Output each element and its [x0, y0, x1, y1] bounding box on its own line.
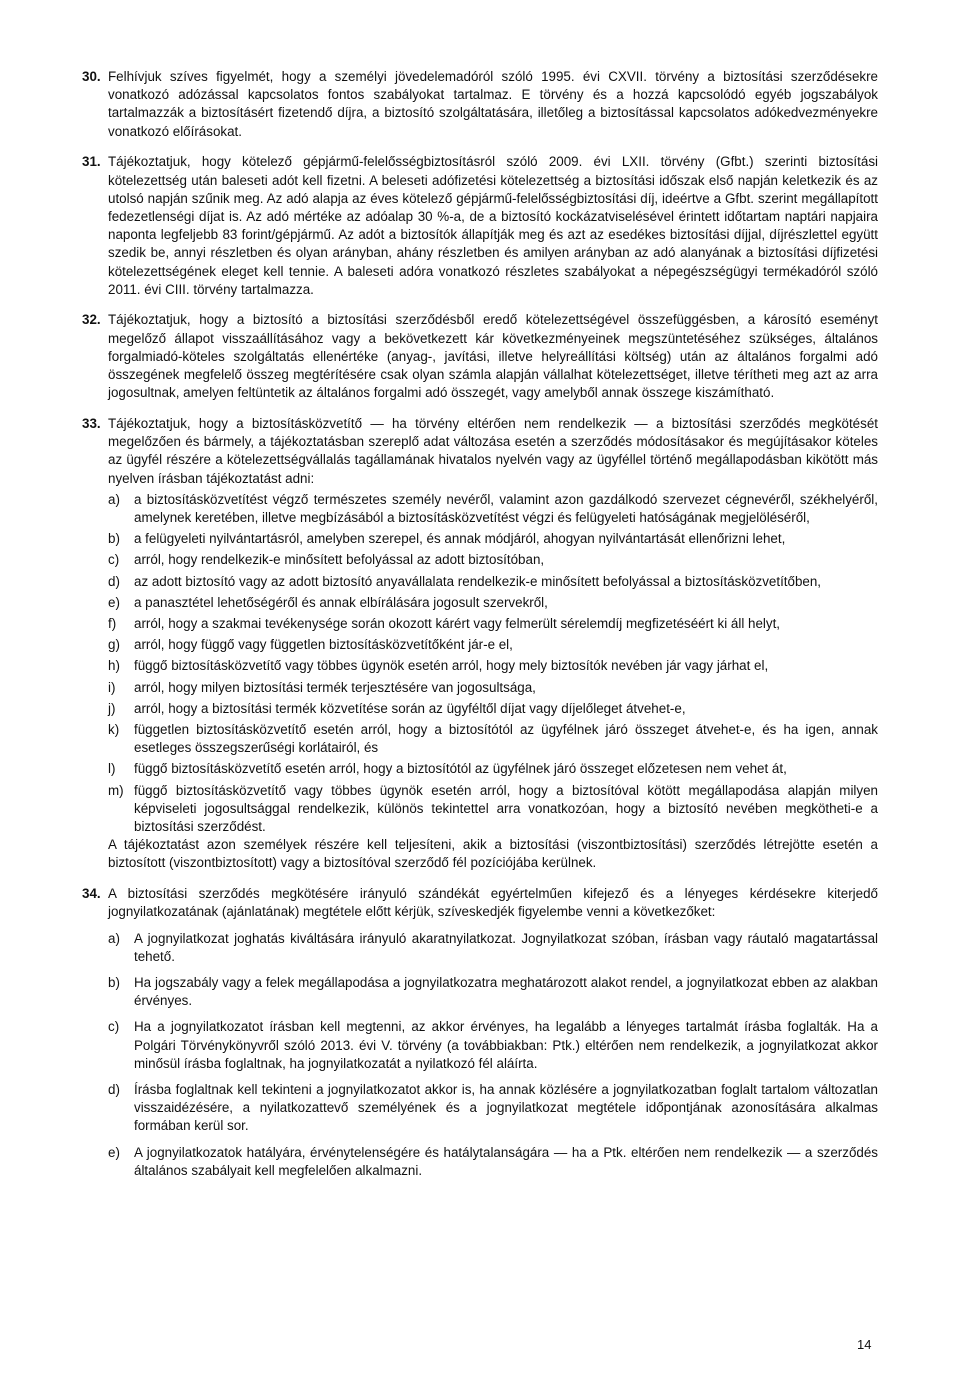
- list-text: független biztosításközvetítő esetén arról, hogy a biztosítótól az ügyfélnek járó összeget átvehet-e, és ha igen, annak esetleges összegszerűségi korlátairól, és: [134, 722, 878, 756]
- clause-34: [82, 885, 878, 1180]
- clause-text: Tájékoztatjuk, hogy kötelező gépjármű-felelősségbiztosításról szóló 2009. évi LXII. törvény (Gfbt.) szerinti biztosítási kötelezettség után baleseti adót kell fizetni. A beleseti adófizetési kötelezettség a biztosítási időszak első napján keletkezik és az utolsó napján szűnik meg. Az adó alapja az éves kötelező gépjármű-felelősségbiztosítási díj, ideértve a Gfbt. szerint megállapított fedezetlenségi díjat is. Az adó mértéke az adóalap 30 %-a, de a biztosító kockázatviselésével érintett időtartam naptári napjaira naponta legfeljebb 83 forint/gépjármű. Az adót a biztosítók állapítják meg és azt az esedékes biztosítási díjjal, díjrészlettel együtt szedik be, annyi részletben és olyan arányban, ahány részletben és amilyen arányban az adó alanyának a biztosítási díjfizetési kötelezettségének eleget kell tennie. A baleseti adóra vonatkozó részletes szabályokat a népegészségügyi termékadóról szóló 2011. évi CIII. törvény tartalmazza.: [108, 154, 878, 297]
- clause-32: [82, 311, 878, 402]
- list-text: A jognyilatkozatok hatályára, érvénytelenségére és hatálytalanságára — ha a Ptk. eltérően nem rendelkezik — a szerződés általános szabályait kell megfelelően alkalmazni.: [134, 1144, 878, 1178]
- list-item: [108, 974, 878, 1010]
- clause-text: Tájékoztatjuk, hogy a biztosító a biztosítási szerződésből eredő kötelezettségével összefüggésben, a károsító eseményt megelőző állapot visszaállításához vagy a bekövetkezett kár következményeinek megszüntetéséhez szükséges, általános forgalmiadó-köteles szolgáltatás ellenértéke (anyag-, javítási, illetve helyreállítási költség) után az általános forgalmi adó összegének megfelelő összeg megtérítésére csak olyan számla alapján vállalhat kötelezettséget, illetve térítheti meg azt az arra jogosultnak, amelyen feltüntetik az általános forgalmi adó összegét, vagy amelyből annak összege kiszámítható.: [108, 312, 878, 401]
- list-item: [108, 657, 878, 675]
- list-label: j): [108, 700, 116, 716]
- list-label: g): [108, 637, 120, 653]
- list-text: a felügyeleti nyilvántartásról, amelyben szerepel, és annak módjáról, ahogyan nyilvántartását ellenőrizni lehet,: [134, 531, 786, 547]
- list-text: a panasztétel lehetőségéről és annak elbírálására jogosult szervekről,: [134, 594, 548, 610]
- list-label: l): [108, 761, 116, 777]
- list-text: Ha jogszabály vagy a felek megállapodása a jognyilatkozatra meghatározott alakot rendel, a jognyilatkozat ebben az alakban érvényes.: [134, 974, 878, 1009]
- list-label: b): [108, 531, 120, 547]
- list-item: [108, 573, 878, 591]
- list-label: d): [108, 1081, 120, 1097]
- clause-intro: Tájékoztatjuk, hogy a biztosításközvetítő — ha törvény eltérően nem rendelkezik — a biztosítási szerződés megkötését megelőzően és bármely, a tájékoztatásban szereplő adat változása esetén a szerződés módosításakor és megújításakor köteles az ügyfél részére a kötelezettségvállalás tagállamának hivatalos nyelvén vagy az ügyféllel történő megállapodásban kikötött más nyelven írásban tájékoztatást adni:: [108, 415, 878, 486]
- list-text: függő biztosításközvetítő vagy többes ügynök esetén arról, hogy mely biztosítók nevében jár vagy járhat el,: [134, 658, 769, 674]
- list-item: [108, 1018, 878, 1073]
- list-text: A jognyilatkozat joghatás kiváltására irányuló akaratnyilatkozat. Jognyilatkozat szóban, írásban vagy ráutaló magatartással tehető.: [134, 930, 878, 964]
- list-item: [108, 700, 878, 718]
- document-body: [82, 68, 878, 1192]
- list-item: [108, 1081, 878, 1136]
- list-item: [108, 1144, 878, 1180]
- list-text: függő biztosításközvetítő vagy többes ügynök esetén arról, hogy a biztosítóval kötött megállapodása alapján milyen képviseleti jogosultsággal rendelkezik, különös tekintettel arra vonatkozóan, hogy a biztosító nevében megkötheti-e a biztosítási szerződést.: [134, 782, 878, 835]
- list-label: c): [108, 1019, 120, 1035]
- list-item: [108, 930, 878, 966]
- list-item: [108, 782, 878, 837]
- list-label: m): [108, 782, 124, 798]
- list-text: arról, hogy milyen biztosítási termék terjesztésére van jogosultsága,: [134, 679, 536, 695]
- list-label: d): [108, 573, 120, 589]
- list-text: a biztosításközvetítést végző természetes személy nevéről, valamint azon gazdálkodó szervezet cégnevéről, székhelyéről, amelynek keretében, illetve megbízásából a biztosításközvetítést végzi és felügyeleti hatóságának megjelöléséről,: [134, 491, 878, 525]
- list-text: arról, hogy függő vagy független biztosításközvetítőként jár-e el,: [134, 637, 513, 653]
- list-label: f): [108, 615, 117, 631]
- clause-closing: A tájékoztatást azon személyek részére kell teljesíteni, akik a biztosítási (viszontbiztosítási) szerződés létrejötte esetén a biztosított (viszontbiztosított) vagy a biztosítóval szerződő fél pozíciójába kerülnek.: [108, 837, 878, 871]
- clause-number: 34.: [82, 886, 101, 902]
- list-text: Írásba foglaltnak kell tekinteni a jognyilatkozatot akkor is, ha annak közlésére a jognyilatkozatban foglalt tartalom változatlan visszaidézésére, a nyilatkozattevő személyének és a jognyilatkozat megtétele időpontjának azonosítására alkalmas formában kerül sor.: [134, 1081, 878, 1134]
- list-item: [108, 530, 878, 548]
- list-item: [108, 679, 878, 697]
- list-text: függő biztosításközvetítő esetén arról, hogy a biztosítótól az ügyfélnek járó összeget előzetesen nem vehet át,: [134, 761, 787, 777]
- list-text: arról, hogy a biztosítási termék közvetítése során az ügyféltől díjat vagy díjelőleget átvehet-e,: [134, 700, 686, 716]
- list-item: [108, 636, 878, 654]
- list-text: arról, hogy a szakmai tevékenysége során okozott kárért vagy felmerült sérelemdíj megfizetéséért ki áll helyt,: [134, 615, 781, 631]
- list-label: k): [108, 722, 120, 737]
- list-item: [108, 615, 878, 633]
- clause-text: Felhívjuk szíves figyelmét, hogy a személyi jövedelemadóról szóló 1995. évi CXVII. törvény a biztosítási szerződésekre vonatkozó adózással kapcsolatos fontos szabályokat tartalmaz. E törvény és a hozzá kapcsolódó egyéb jogszabályok tartalmazzák a biztosításért fizetendő díjra, a biztosító szolgáltatására, illetőleg a biztosítással kapcsolatos adókedvezményekre vonatkozó előírásokat.: [108, 69, 878, 139]
- list-item: [108, 551, 878, 569]
- list-label: h): [108, 658, 120, 674]
- list-label: a): [108, 491, 120, 507]
- list-item: [108, 760, 878, 778]
- list-label: b): [108, 974, 120, 990]
- list-item: [108, 491, 878, 527]
- clause-number: 30.: [82, 69, 101, 84]
- clause-31: [82, 153, 878, 299]
- list-label: e): [108, 1144, 120, 1160]
- list-text: az adott biztosító vagy az adott biztosító anyavállalata rendelkezik-e minősített befolyással a biztosításközvetítőben,: [134, 573, 822, 589]
- list-item: [108, 721, 878, 757]
- list-label: i): [108, 679, 116, 695]
- clause-number: 33.: [82, 415, 101, 431]
- clause-number: 32.: [82, 312, 101, 328]
- list-label: e): [108, 594, 120, 610]
- clause-30: [82, 68, 878, 141]
- page-number: 14: [857, 1337, 872, 1352]
- clause-33: [82, 415, 878, 873]
- list-text: arról, hogy rendelkezik-e minősített befolyással az adott biztosítóban,: [134, 552, 545, 568]
- list-text: Ha a jognyilatkozatot írásban kell megtenni, az akkor érvényes, ha legalább a lényeges tartalmát írásba foglalták. Ha a Polgári Törvénykönyvről szóló 2013. évi V. törvény (a továbbiakban: Ptk.) eltérően nem rendelkezik, a jognyilatkozat akkor minősül írásba foglaltnak, ha jognyilatkozatát a nyilatkozó fél aláírta.: [134, 1019, 878, 1071]
- list-label: a): [108, 930, 120, 946]
- list-item: [108, 594, 878, 612]
- clause-number: 31.: [82, 154, 101, 170]
- clause-intro: A biztosítási szerződés megkötésére irányuló szándékát egyértelműen kifejező és a lényeges kérdésekre kiterjedő jognyilatkozatának (ajánlatának) megtétele előtt kérjük, szíveskedjék figyelembe venni a következőket:: [108, 886, 878, 920]
- list-label: c): [108, 552, 120, 568]
